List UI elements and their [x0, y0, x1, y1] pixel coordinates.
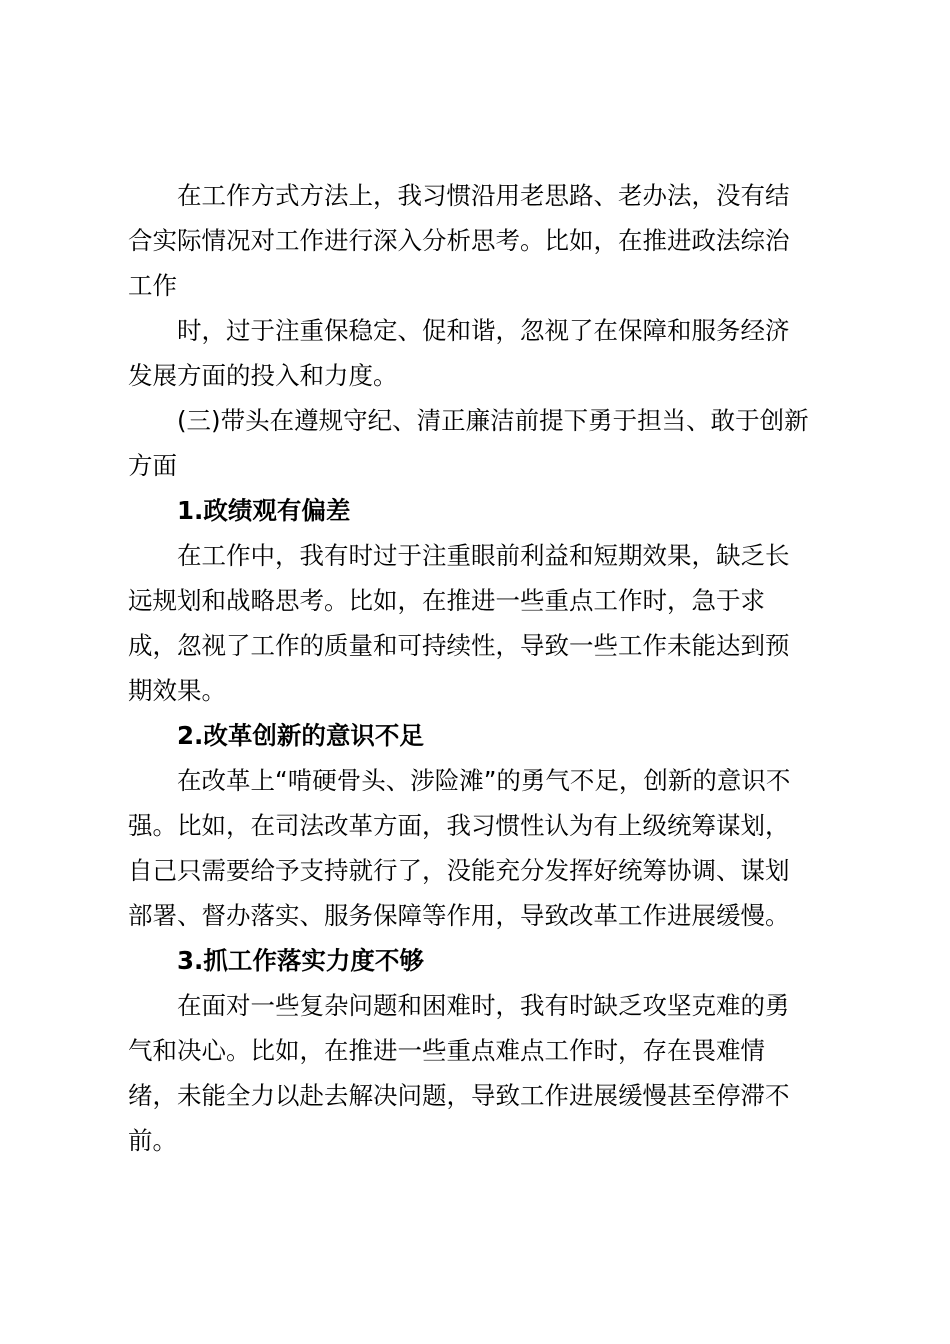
paragraph-line: 在面对一些复杂问题和困难时，我有时缺乏攻坚克难的勇: [177, 991, 790, 1020]
subsection-heading: 3.抓工作落实力度不够: [177, 946, 424, 975]
paragraph-line: 自己只需要给予支持就行了，没能充分发挥好统筹协调、谋划: [128, 856, 790, 885]
subsection-heading: 2.改革创新的意识不足: [177, 721, 424, 750]
paragraph-line: 时，过于注重保稳定、促和谐，忽视了在保障和服务经济: [177, 316, 790, 345]
paragraph-line: 发展方面的投入和力度。: [128, 361, 398, 390]
section-heading: 方面: [128, 451, 177, 480]
section-heading: (三)带头在遵规守纪、清正廉洁前提下勇于担当、敢于创新: [177, 406, 809, 435]
paragraph-line: 在工作方式方法上，我习惯沿用老思路、老办法，没有结: [177, 181, 790, 210]
paragraph-line: 在改革上“啃硬骨头、涉险滩”的勇气不足，创新的意识不: [177, 766, 791, 795]
paragraph-line: 在工作中，我有时过于注重眼前利益和短期效果，缺乏长: [177, 541, 790, 570]
paragraph-line: 成，忽视了工作的质量和可持续性，导致一些工作未能达到预: [128, 631, 790, 660]
document-body: [128, 173, 818, 1163]
paragraph-line: 强。比如，在司法改革方面，我习惯性认为有上级统筹谋划，: [128, 811, 790, 840]
paragraph-line: 气和决心。比如，在推进一些重点难点工作时，存在畏难情: [128, 1036, 765, 1065]
paragraph-line: 远规划和战略思考。比如，在推进一些重点工作时，急于求: [128, 586, 765, 615]
paragraph-line: 合实际情况对工作进行深入分析思考。比如，在推进政法综治: [128, 226, 790, 255]
subsection-heading: 1.政绩观有偏差: [177, 496, 351, 525]
paragraph-line: 绪，未能全力以赴去解决问题，导致工作进展缓慢甚至停滞不: [128, 1081, 790, 1110]
paragraph-line: 期效果。: [128, 676, 226, 705]
paragraph-line: 工作: [128, 271, 177, 300]
paragraph-line: 前。: [128, 1126, 177, 1155]
paragraph-line: 部署、督办落实、服务保障等作用，导致改革工作进展缓慢。: [128, 901, 790, 930]
